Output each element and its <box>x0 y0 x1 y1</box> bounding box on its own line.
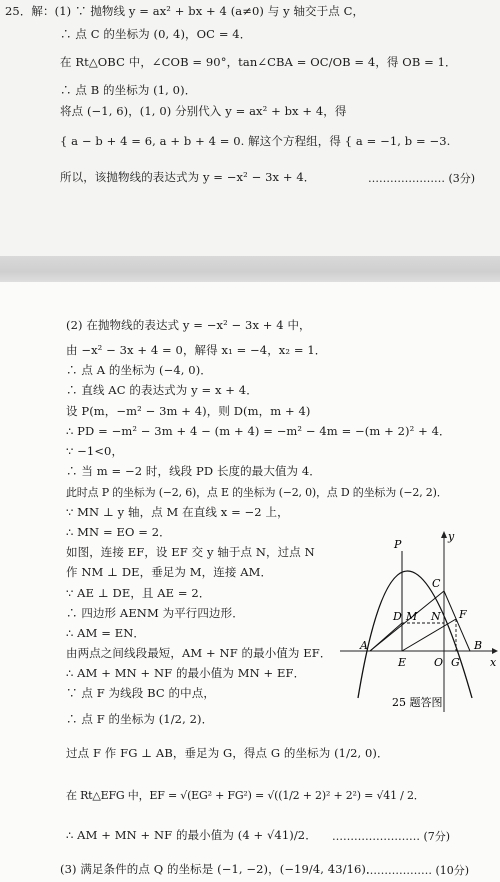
label-a: A <box>360 639 368 652</box>
label-c: C <box>432 577 441 590</box>
parabola-curve <box>358 571 472 698</box>
part2-line-20: ∴ 点 F 的坐标为 (1/2, 2)． <box>66 712 214 726</box>
label-o: O <box>434 656 444 669</box>
answer-figure <box>340 528 500 718</box>
part2-score: …………………… (7分) <box>332 830 451 843</box>
previous-page <box>0 0 500 256</box>
part2-line-17: 由两点之间线段最短，AM + NF 的最小值为 EF． <box>66 646 332 660</box>
part2-line-4: ∴ 直线 AC 的表达式为 y = x + 4． <box>66 383 258 397</box>
figure-caption: 25 题答图 <box>392 696 443 709</box>
label-y: y <box>448 530 455 543</box>
part2-line-18: ∴ AM + MN + NF 的最小值为 MN + EF． <box>66 666 306 680</box>
part2-line-16: ∴ AM = EN． <box>66 626 145 640</box>
page-separator <box>0 256 500 282</box>
part2-line-3: ∴ 点 A 的坐标为 (−4, 0)． <box>66 363 212 377</box>
part2-line-19: ∵ 点 F 为线段 BC 的中点， <box>66 686 215 700</box>
part2-line-14: ∵ AE ⊥ DE，且 AE = 2． <box>66 586 211 600</box>
segment-am <box>370 623 402 651</box>
part3-line: (3) 满足条件的点 Q 的坐标是 (−1, −2)，(−19/4, 43/16)． <box>60 862 378 876</box>
part2-line-2: 由 −x² − 3x + 4 = 0，解得 x₁ = −4，x₂ = 1． <box>66 343 327 357</box>
part2-line-5: 设 P(m，−m² − 3m + 4)，则 D(m，m + 4) <box>66 404 311 418</box>
part2-line-21: 过点 F 作 FG ⊥ AB，垂足为 G，得点 G 的坐标为 (1/2, 0)． <box>66 746 389 760</box>
part1-line-2: ∴ 点 C 的坐标为 (0, 4)，OC = 4． <box>60 27 252 41</box>
part1-line-1: 25．解：(1) ∵ 抛物线 y = ax² + bx + 4 (a≠0) 与 y 轴交于点 C， <box>5 4 365 18</box>
part3-score: ……………… (10分) <box>366 864 470 877</box>
label-m: M <box>406 610 418 623</box>
figure-svg <box>340 528 500 718</box>
part2-line-13: 作 NM ⊥ DE，垂足为 M，连接 AM． <box>66 565 273 579</box>
part1-line-7: 所以，该抛物线的表达式为 y = −x² − 3x + 4． <box>60 170 316 184</box>
label-g: G <box>451 656 460 669</box>
part2-line-11: ∴ MN = EO = 2． <box>66 525 171 539</box>
part1-line-5: 将点 (−1, 6)，(1, 0) 分别代入 y = ax² + bx + 4，得 <box>60 104 347 118</box>
label-e: E <box>398 656 407 669</box>
x-axis-arrow <box>492 648 498 654</box>
part2-line-12: 如图，连接 EF，设 EF 交 y 轴于点 N，过点 N <box>66 545 315 559</box>
part2-line-8: ∴ 当 m = −2 时，线段 PD 长度的最大值为 4． <box>66 464 321 478</box>
part2-line-15: ∴ 四边形 AENM 为平行四边形． <box>66 606 244 620</box>
part1-line-3: 在 Rt△OBC 中，∠COB = 90°，tan∠CBA = OC/OB = 4，得 OB = 1． <box>60 55 457 69</box>
part1-score: ………………… (3分) <box>368 172 476 185</box>
label-f: F <box>459 608 467 621</box>
part2-line-22: 在 Rt△EFG 中，EF = √(EG² + FG²) = √((1/2 + 2)² + 2²) = √41 / 2． <box>66 789 425 802</box>
y-axis-arrow <box>441 531 447 538</box>
label-x: x <box>490 656 497 669</box>
label-b: B <box>474 639 483 652</box>
part1-line-6: { a − b + 4 = 6, a + b + 4 = 0. 解这个方程组，得 { a = −1, b = −3. <box>60 134 451 148</box>
part1-line-4: ∴ 点 B 的坐标为 (1, 0)． <box>60 83 197 97</box>
label-p: P <box>394 538 402 551</box>
label-d: D <box>393 610 402 623</box>
part2-line-23: ∴ AM + MN + NF 的最小值为 (4 + √41)/2． <box>66 828 317 842</box>
segment-ef <box>402 619 456 651</box>
part2-line-10: ∵ MN ⊥ y 轴，点 M 在直线 x = −2 上， <box>66 505 289 519</box>
part2-line-1: (2) 在抛物线的表达式 y = −x² − 3x + 4 中， <box>66 318 311 332</box>
part2-line-7: ∵ −1<0， <box>66 444 124 458</box>
label-n: N <box>431 610 441 623</box>
part2-line-6: ∴ PD = −m² − 3m + 4 − (m + 4) = −m² − 4m = −(m + 2)² + 4． <box>66 424 451 438</box>
line-cb <box>444 591 470 651</box>
part2-line-9: 此时点 P 的坐标为 (−2, 6)，点 E 的坐标为 (−2, 0)，点 D 的坐标为 (−2, 2)． <box>66 486 448 499</box>
